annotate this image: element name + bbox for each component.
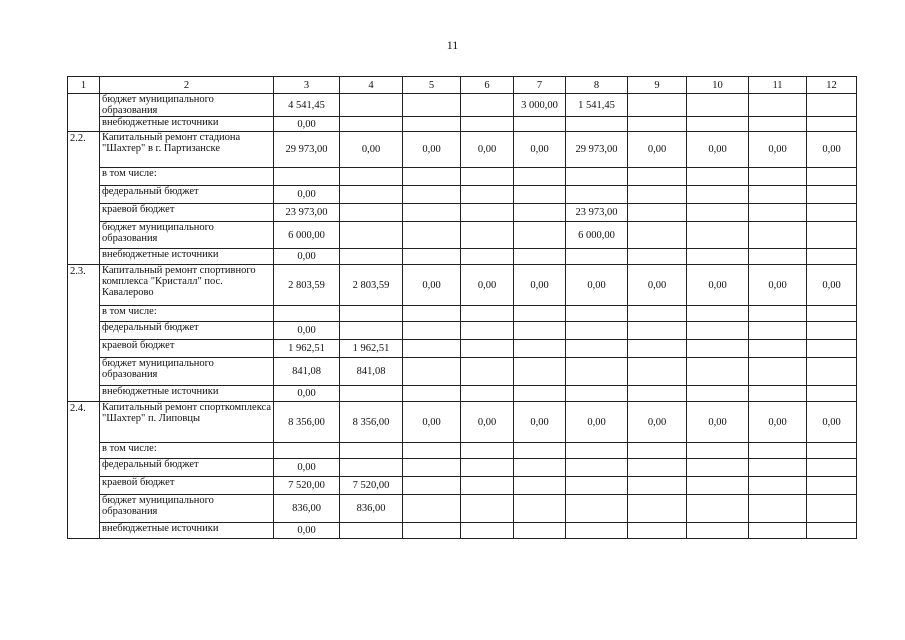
value-cell-col-3: 0,00 [274, 459, 340, 477]
value-cell-col-7 [514, 249, 566, 265]
value-cell-col-4: 0,00 [340, 132, 403, 168]
value-cell-col-8 [566, 358, 628, 386]
value-cell-col-11 [749, 168, 807, 186]
value-cell-col-9 [628, 523, 687, 539]
table-row [68, 94, 857, 117]
value-cell-col-10 [687, 340, 749, 358]
value-cell-col-12 [807, 443, 857, 459]
value-cell-col-11 [749, 358, 807, 386]
value-cell-col-10: 0,00 [687, 265, 749, 306]
value-cell-col-3: 7 520,00 [274, 477, 340, 495]
table-row [68, 306, 857, 322]
value-cell-col-9 [628, 94, 687, 117]
value-cell-col-10 [687, 117, 749, 132]
value-cell-col-12 [807, 222, 857, 249]
value-cell-col-3: 836,00 [274, 495, 340, 523]
value-cell-col-9 [628, 477, 687, 495]
value-cell-col-4: 836,00 [340, 495, 403, 523]
column-header-1: 1 [68, 77, 100, 94]
value-cell-col-11 [749, 340, 807, 358]
value-cell-col-7 [514, 386, 566, 402]
table-row [68, 249, 857, 265]
table-row [68, 204, 857, 222]
value-cell-col-8: 0,00 [566, 402, 628, 443]
value-cell-col-8: 0,00 [566, 265, 628, 306]
page-number: 11 [446, 38, 459, 52]
value-cell-col-10 [687, 306, 749, 322]
value-cell-col-7: 0,00 [514, 402, 566, 443]
value-cell-col-10 [687, 358, 749, 386]
value-cell-col-10 [687, 186, 749, 204]
value-cell-col-12 [807, 523, 857, 539]
value-cell-col-5: 0,00 [403, 402, 461, 443]
value-cell-col-5 [403, 386, 461, 402]
value-cell-col-4: 2 803,59 [340, 265, 403, 306]
value-cell-col-5 [403, 459, 461, 477]
header-row [68, 77, 857, 94]
value-cell-col-6 [461, 168, 514, 186]
value-cell-col-6 [461, 477, 514, 495]
value-cell-col-3: 23 973,00 [274, 204, 340, 222]
value-cell-col-4 [340, 322, 403, 340]
value-cell-col-7 [514, 459, 566, 477]
row-name: федеральный бюджет [100, 459, 274, 477]
value-cell-col-8 [566, 117, 628, 132]
value-cell-col-6 [461, 340, 514, 358]
value-cell-col-7 [514, 117, 566, 132]
table-row [68, 340, 857, 358]
row-name: Капитальный ремонт стадиона "Шахтер" в г. Партизанске [100, 132, 274, 168]
value-cell-col-4: 841,08 [340, 358, 403, 386]
row-name: бюджет муниципального образования [100, 222, 274, 249]
value-cell-col-6: 0,00 [461, 402, 514, 443]
value-cell-col-3: 0,00 [274, 322, 340, 340]
value-cell-col-6 [461, 523, 514, 539]
value-cell-col-9 [628, 459, 687, 477]
value-cell-col-3: 0,00 [274, 523, 340, 539]
row-index: 2.4. [68, 402, 100, 539]
value-cell-col-7: 0,00 [514, 132, 566, 168]
value-cell-col-12 [807, 386, 857, 402]
value-cell-col-3: 0,00 [274, 249, 340, 265]
value-cell-col-3: 0,00 [274, 117, 340, 132]
row-name: краевой бюджет [100, 477, 274, 495]
value-cell-col-7 [514, 523, 566, 539]
value-cell-col-8 [566, 322, 628, 340]
value-cell-col-8 [566, 495, 628, 523]
value-cell-col-9: 0,00 [628, 402, 687, 443]
value-cell-col-11 [749, 495, 807, 523]
value-cell-col-3: 6 000,00 [274, 222, 340, 249]
column-header-12: 12 [807, 77, 857, 94]
value-cell-col-3: 8 356,00 [274, 402, 340, 443]
value-cell-col-8 [566, 249, 628, 265]
value-cell-col-3: 0,00 [274, 186, 340, 204]
value-cell-col-12: 0,00 [807, 402, 857, 443]
value-cell-col-5 [403, 117, 461, 132]
value-cell-col-3: 841,08 [274, 358, 340, 386]
column-header-6: 6 [461, 77, 514, 94]
row-name: бюджет муниципального образования [100, 495, 274, 523]
value-cell-col-10 [687, 322, 749, 340]
value-cell-col-10 [687, 523, 749, 539]
value-cell-col-11 [749, 249, 807, 265]
value-cell-col-11 [749, 523, 807, 539]
value-cell-col-10 [687, 495, 749, 523]
value-cell-col-10 [687, 204, 749, 222]
value-cell-col-9 [628, 322, 687, 340]
value-cell-col-5 [403, 306, 461, 322]
value-cell-col-4 [340, 306, 403, 322]
value-cell-col-5 [403, 358, 461, 386]
row-name: внебюджетные источники [100, 386, 274, 402]
value-cell-col-9 [628, 340, 687, 358]
table-row [68, 386, 857, 402]
value-cell-col-5 [403, 523, 461, 539]
value-cell-col-9 [628, 186, 687, 204]
table-row [68, 443, 857, 459]
value-cell-col-12: 0,00 [807, 132, 857, 168]
table-row [68, 322, 857, 340]
row-name: федеральный бюджет [100, 186, 274, 204]
value-cell-col-12 [807, 249, 857, 265]
value-cell-col-5 [403, 204, 461, 222]
row-index: 2.2. [68, 132, 100, 265]
value-cell-col-7 [514, 358, 566, 386]
value-cell-col-12: 0,00 [807, 265, 857, 306]
value-cell-col-5 [403, 322, 461, 340]
value-cell-col-5 [403, 477, 461, 495]
value-cell-col-7 [514, 204, 566, 222]
value-cell-col-4 [340, 94, 403, 117]
row-name: внебюджетные источники [100, 249, 274, 265]
value-cell-col-7 [514, 322, 566, 340]
column-header-5: 5 [403, 77, 461, 94]
value-cell-col-11 [749, 386, 807, 402]
row-name: внебюджетные источники [100, 117, 274, 132]
value-cell-col-10 [687, 443, 749, 459]
column-header-10: 10 [687, 77, 749, 94]
value-cell-col-11 [749, 306, 807, 322]
value-cell-col-4: 7 520,00 [340, 477, 403, 495]
value-cell-col-7 [514, 477, 566, 495]
column-header-8: 8 [566, 77, 628, 94]
table-row [68, 477, 857, 495]
value-cell-col-12 [807, 186, 857, 204]
value-cell-col-8 [566, 340, 628, 358]
value-cell-col-10 [687, 168, 749, 186]
value-cell-col-3: 2 803,59 [274, 265, 340, 306]
column-header-3: 3 [274, 77, 340, 94]
value-cell-col-11 [749, 204, 807, 222]
row-name: краевой бюджет [100, 204, 274, 222]
value-cell-col-8: 29 973,00 [566, 132, 628, 168]
table-row [68, 222, 857, 249]
row-name: бюджет муниципального образования [100, 94, 274, 117]
value-cell-col-12 [807, 94, 857, 117]
value-cell-col-4 [340, 117, 403, 132]
value-cell-col-10: 0,00 [687, 132, 749, 168]
value-cell-col-9 [628, 443, 687, 459]
value-cell-col-6: 0,00 [461, 132, 514, 168]
value-cell-col-7 [514, 186, 566, 204]
value-cell-col-10 [687, 94, 749, 117]
value-cell-col-7 [514, 443, 566, 459]
value-cell-col-12 [807, 477, 857, 495]
value-cell-col-12 [807, 168, 857, 186]
value-cell-col-4 [340, 523, 403, 539]
row-name: в том числе: [100, 443, 274, 459]
value-cell-col-11 [749, 94, 807, 117]
row-index [68, 94, 100, 132]
value-cell-col-7 [514, 222, 566, 249]
value-cell-col-5 [403, 249, 461, 265]
value-cell-col-5 [403, 168, 461, 186]
row-name: внебюджетные источники [100, 523, 274, 539]
value-cell-col-8: 6 000,00 [566, 222, 628, 249]
column-header-2: 2 [100, 77, 274, 94]
value-cell-col-6 [461, 386, 514, 402]
value-cell-col-11 [749, 322, 807, 340]
table-header [68, 77, 857, 94]
value-cell-col-4 [340, 459, 403, 477]
value-cell-col-9 [628, 495, 687, 523]
value-cell-col-7 [514, 340, 566, 358]
value-cell-col-5 [403, 495, 461, 523]
value-cell-col-9 [628, 117, 687, 132]
column-header-9: 9 [628, 77, 687, 94]
value-cell-col-8 [566, 459, 628, 477]
value-cell-col-4 [340, 249, 403, 265]
table-row [68, 186, 857, 204]
value-cell-col-12 [807, 459, 857, 477]
value-cell-col-9: 0,00 [628, 265, 687, 306]
table-row [68, 523, 857, 539]
value-cell-col-4 [340, 222, 403, 249]
table-body [68, 94, 857, 539]
value-cell-col-11 [749, 117, 807, 132]
row-index: 2.3. [68, 265, 100, 402]
value-cell-col-9 [628, 249, 687, 265]
value-cell-col-10 [687, 249, 749, 265]
value-cell-col-9 [628, 306, 687, 322]
column-header-4: 4 [340, 77, 403, 94]
value-cell-col-7: 3 000,00 [514, 94, 566, 117]
row-name: в том числе: [100, 168, 274, 186]
value-cell-col-12 [807, 340, 857, 358]
value-cell-col-6 [461, 204, 514, 222]
value-cell-col-6 [461, 306, 514, 322]
value-cell-col-10 [687, 459, 749, 477]
value-cell-col-8: 1 541,45 [566, 94, 628, 117]
value-cell-col-8: 23 973,00 [566, 204, 628, 222]
value-cell-col-7 [514, 306, 566, 322]
value-cell-col-5: 0,00 [403, 132, 461, 168]
row-name: Капитальный ремонт спорткомплекса "Шахтер" п. Липовцы [100, 402, 274, 443]
value-cell-col-7 [514, 495, 566, 523]
column-header-7: 7 [514, 77, 566, 94]
value-cell-col-10 [687, 386, 749, 402]
row-name: бюджет муниципального образования [100, 358, 274, 386]
value-cell-col-4: 8 356,00 [340, 402, 403, 443]
value-cell-col-4: 1 962,51 [340, 340, 403, 358]
column-header-11: 11 [749, 77, 807, 94]
value-cell-col-5: 0,00 [403, 265, 461, 306]
value-cell-col-4 [340, 443, 403, 459]
value-cell-col-6 [461, 443, 514, 459]
value-cell-col-6 [461, 117, 514, 132]
value-cell-col-11: 0,00 [749, 402, 807, 443]
value-cell-col-12 [807, 204, 857, 222]
value-cell-col-9: 0,00 [628, 132, 687, 168]
value-cell-col-6 [461, 94, 514, 117]
table-row [68, 459, 857, 477]
value-cell-col-5 [403, 222, 461, 249]
value-cell-col-5 [403, 94, 461, 117]
value-cell-col-5 [403, 186, 461, 204]
table-row [68, 265, 857, 306]
value-cell-col-12 [807, 322, 857, 340]
value-cell-col-4 [340, 204, 403, 222]
table-row [68, 168, 857, 186]
budget-table [67, 76, 857, 539]
value-cell-col-4 [340, 168, 403, 186]
value-cell-col-6 [461, 222, 514, 249]
value-cell-col-10: 0,00 [687, 402, 749, 443]
value-cell-col-12 [807, 495, 857, 523]
value-cell-col-5 [403, 443, 461, 459]
value-cell-col-8 [566, 168, 628, 186]
value-cell-col-10 [687, 222, 749, 249]
value-cell-col-9 [628, 204, 687, 222]
value-cell-col-8 [566, 443, 628, 459]
value-cell-col-3 [274, 306, 340, 322]
value-cell-col-6 [461, 358, 514, 386]
value-cell-col-6 [461, 495, 514, 523]
value-cell-col-6: 0,00 [461, 265, 514, 306]
value-cell-col-11 [749, 443, 807, 459]
value-cell-col-11 [749, 459, 807, 477]
row-name: в том числе: [100, 306, 274, 322]
table-row [68, 402, 857, 443]
value-cell-col-3: 4 541,45 [274, 94, 340, 117]
value-cell-col-7 [514, 168, 566, 186]
value-cell-col-11 [749, 477, 807, 495]
value-cell-col-6 [461, 186, 514, 204]
value-cell-col-9 [628, 222, 687, 249]
value-cell-col-11: 0,00 [749, 265, 807, 306]
value-cell-col-3: 0,00 [274, 386, 340, 402]
value-cell-col-3: 29 973,00 [274, 132, 340, 168]
value-cell-col-3 [274, 443, 340, 459]
value-cell-col-3 [274, 168, 340, 186]
value-cell-col-12 [807, 306, 857, 322]
value-cell-col-11 [749, 222, 807, 249]
value-cell-col-8 [566, 477, 628, 495]
value-cell-col-12 [807, 358, 857, 386]
value-cell-col-5 [403, 340, 461, 358]
value-cell-col-3: 1 962,51 [274, 340, 340, 358]
row-name: Капитальный ремонт спортивного комплекса "Кристалл" пос. Кавалерово [100, 265, 274, 306]
value-cell-col-8 [566, 186, 628, 204]
value-cell-col-6 [461, 322, 514, 340]
value-cell-col-6 [461, 249, 514, 265]
value-cell-col-10 [687, 477, 749, 495]
value-cell-col-4 [340, 386, 403, 402]
table-row [68, 358, 857, 386]
row-name: краевой бюджет [100, 340, 274, 358]
table-row [68, 495, 857, 523]
value-cell-col-9 [628, 358, 687, 386]
value-cell-col-9 [628, 386, 687, 402]
table-row [68, 117, 857, 132]
row-name: федеральный бюджет [100, 322, 274, 340]
table-row [68, 132, 857, 168]
value-cell-col-6 [461, 459, 514, 477]
value-cell-col-4 [340, 186, 403, 204]
value-cell-col-11: 0,00 [749, 132, 807, 168]
value-cell-col-8 [566, 386, 628, 402]
value-cell-col-8 [566, 306, 628, 322]
value-cell-col-7: 0,00 [514, 265, 566, 306]
value-cell-col-8 [566, 523, 628, 539]
value-cell-col-12 [807, 117, 857, 132]
value-cell-col-11 [749, 186, 807, 204]
value-cell-col-9 [628, 168, 687, 186]
